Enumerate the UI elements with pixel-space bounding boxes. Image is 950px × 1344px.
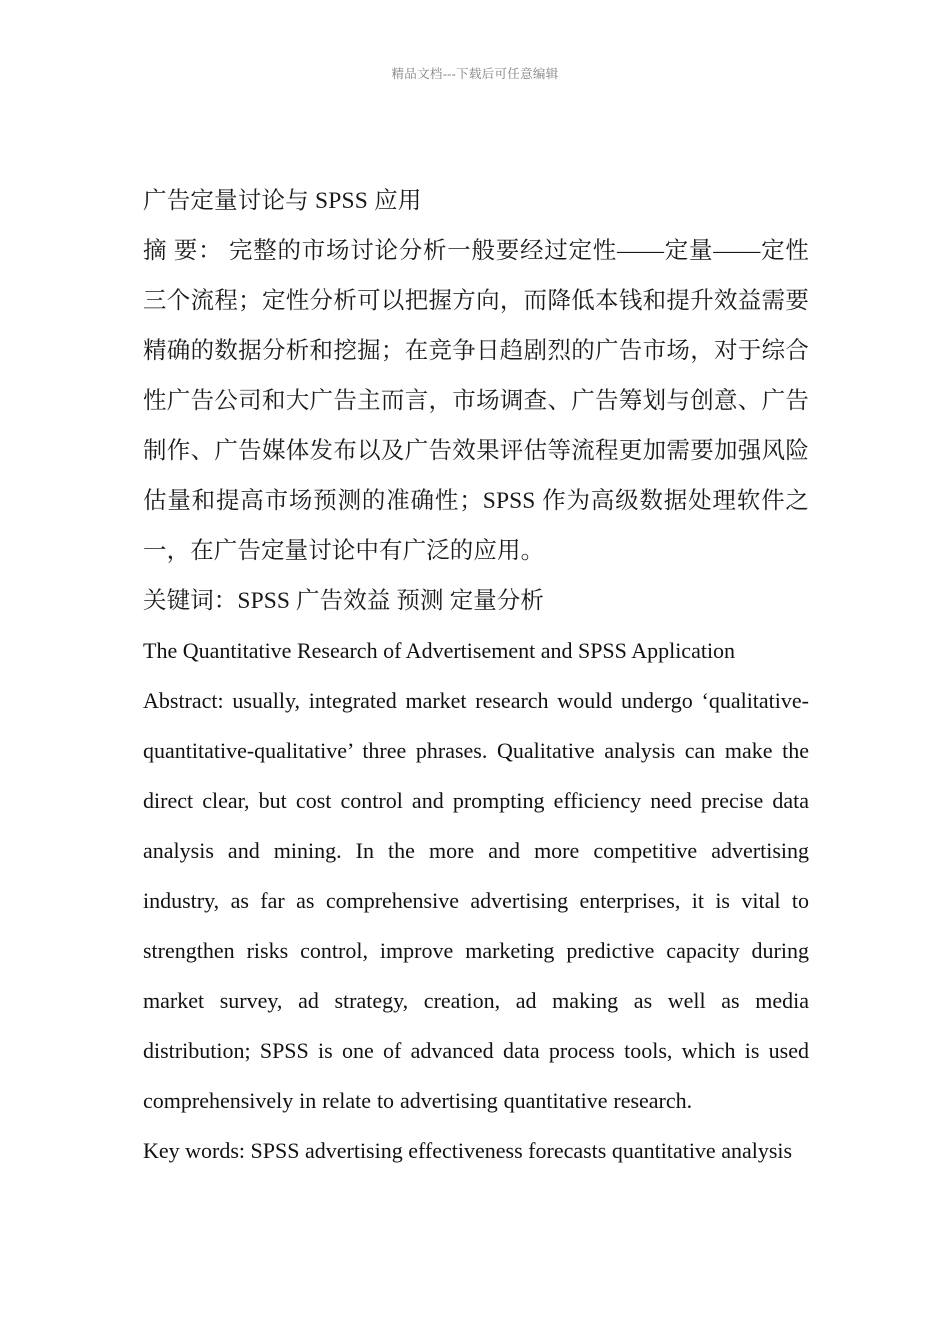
page-title: 广告定量讨论与 SPSS 应用 xyxy=(143,188,422,214)
chinese-keywords-line: 关键词：SPSS 广告效益 预测 定量分析 xyxy=(143,588,545,614)
chinese-abstract-paragraph: 摘 要： 完整的市场讨论分析一般要经过定性——定量——定性三个流程；定性分析可以把握方向，而降低本钱和提升效益需要精确的数据分析和挖掘；在竞争日趋剧烈的广告市场，对于综合性广告公司和大广告主而言，市场调查、广告筹划与创意、广告制作、广告媒体发布以及广告效果评估等流程更加需要加强风险估量和提高市场预测的准确性；SPSS 作为高级数据处理软件之一，在广告定量讨论中有广泛的应用。 xyxy=(143,238,809,564)
document-body xyxy=(143,176,809,1176)
english-abstract-paragraph: Abstract: usually, integrated market research would undergo ‘qualitative-quantitative-qualitative’ three phrases. Qualitative analysis can make the direct clear, but cost control and prompting efficiency need precise data analysis and mining. In the more and more competitive advertising industry, as far as comprehensive advertising enterprises, it is vital to strengthen risks control, improve marketing predictive capacity during market survey, ad strategy, creation, ad making as well as media distribution; SPSS is one of advanced data process tools, which is used comprehensively in relate to advertising quantitative research. xyxy=(143,688,809,1113)
english-title: The Quantitative Research of Advertisement and SPSS Application xyxy=(143,638,736,663)
english-keywords-line: Key words: SPSS advertising effectiveness forecasts quantitative analysis xyxy=(143,1138,793,1163)
page-header-watermark: 精品文档---下载后可任意编辑 xyxy=(391,67,559,81)
